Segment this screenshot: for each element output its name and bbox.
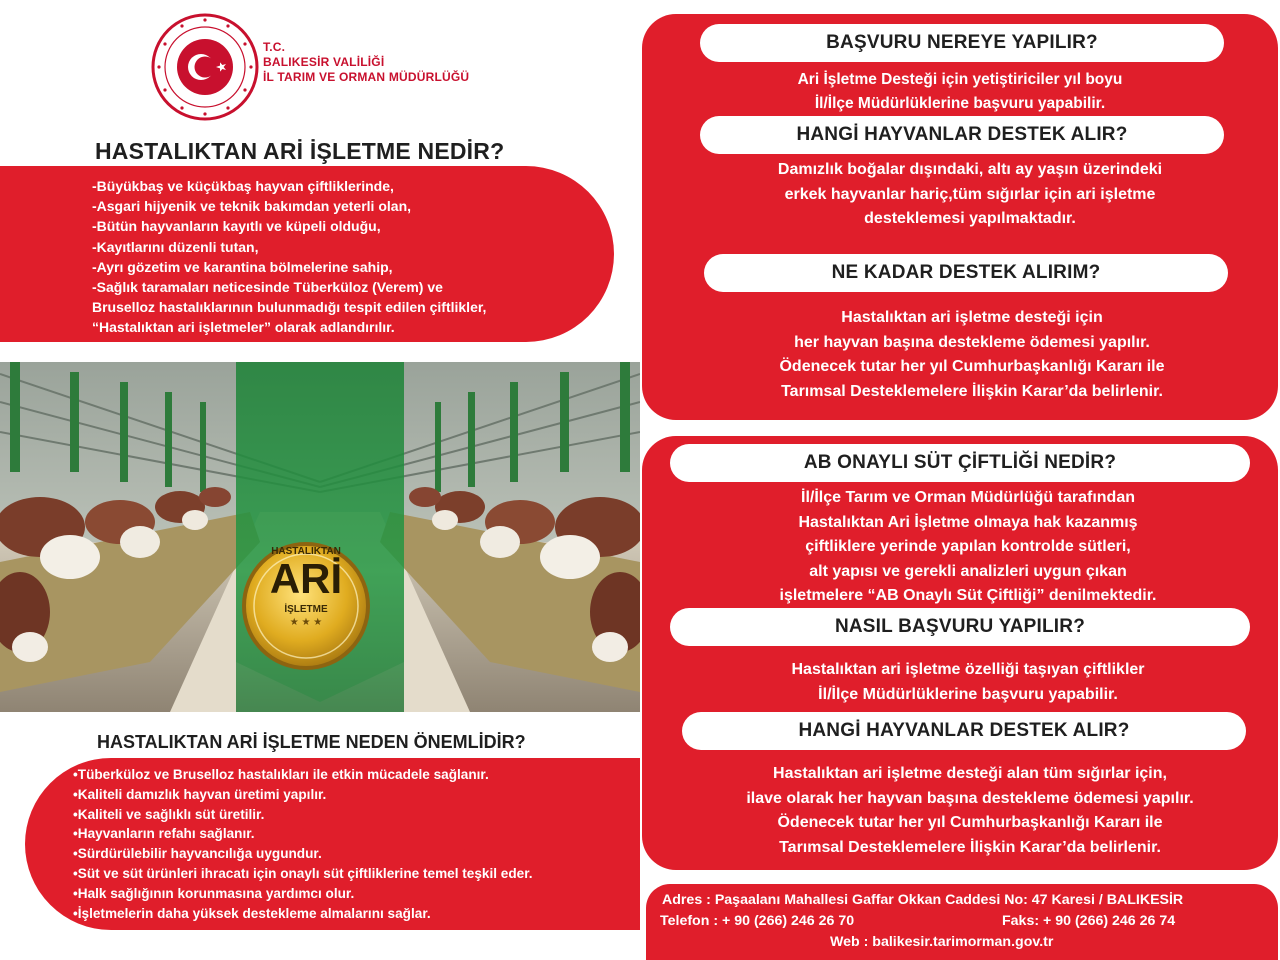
list-item: •İşletmelerin daha yüksek destekleme almalarını sağlar. xyxy=(73,905,431,921)
list-item: -Ayrı gözetim ve karantina bölmelerine sahip, xyxy=(92,258,393,275)
list-item: -Kayıtlarını düzenli tutan, xyxy=(92,238,259,255)
definition-panel xyxy=(0,166,614,342)
section-title-what-is: HASTALIKTAN ARİ İŞLETME NEDİR? xyxy=(95,138,505,164)
org-line-2: BALIKESİR VALİLİĞİ xyxy=(263,55,385,69)
contact-phone: Telefon : + 90 (266) 246 26 70 xyxy=(660,913,855,929)
answer-line: çiftliklere yerinde yapılan kontrolde sütleri, xyxy=(805,538,1131,555)
question-heading: NE KADAR DESTEK ALIRIM? xyxy=(704,254,1228,292)
answer-line: Damızlık boğalar dışındaki, altı ay yaşın üzerindeki xyxy=(777,161,1163,178)
support-info-box xyxy=(642,14,1278,420)
answer-line: İl/İlçe Tarım ve Orman Müdürlüğü tarafından xyxy=(801,489,1135,506)
answer-line: İl/İlçe Müdürlüklerine başvuru yapabilir. xyxy=(818,685,1118,703)
question-heading: NASIL BAŞVURU YAPILIR? xyxy=(670,608,1250,646)
answer-line: Tarımsal Desteklemelere İlişkin Karar’da belirlenir. xyxy=(781,382,1163,400)
contact-box xyxy=(646,884,1278,960)
org-line-1: T.C. xyxy=(263,40,286,54)
list-item: •Tüberküloz ve Bruselloz hastalıkları ile etkin mücadele sağlanır. xyxy=(73,767,489,782)
badge-main-text: ARİ xyxy=(269,555,343,602)
answer-text xyxy=(642,486,1280,609)
question-heading: AB ONAYLI SÜT ÇİFTLİĞİ NEDİR? xyxy=(670,444,1250,482)
list-item: -Asgari hijyenik ve teknik bakımdan yeterli olan, xyxy=(92,198,412,215)
answer-line: Tarımsal Desteklemelere İlişkin Karar’da belirlenir. xyxy=(779,838,1161,856)
answer-line: işletmelere “AB Onaylı Süt Çiftliği” denilmektedir. xyxy=(779,587,1157,604)
answer-line: Hastalıktan Ari İşletme olmaya hak kazanmış xyxy=(798,513,1138,531)
answer-text xyxy=(642,762,1280,860)
list-item: •Kaliteli damızlık hayvan üretimi yapılır. xyxy=(73,786,327,802)
answer-line: Hastalıktan ari işletme desteği için xyxy=(841,309,1103,326)
list-item: Bruselloz hastalıklarının bulunmadığı tespit edilen çiftlikler, xyxy=(92,299,487,316)
list-item: •Hayvanların refahı sağlanır. xyxy=(73,826,255,842)
org-line-3: İL TARIM VE ORMAN MÜDÜRLÜĞÜ xyxy=(263,70,470,84)
answer-text xyxy=(642,306,1280,404)
question-heading: HANGİ HAYVANLAR DESTEK ALIR? xyxy=(700,116,1224,154)
badge-stars-icon: ★ ★ ★ xyxy=(289,617,323,628)
answer-line: her hayvan başına destekleme ödemesi yapılır. xyxy=(794,333,1150,351)
barn-photo xyxy=(0,362,640,712)
importance-panel xyxy=(25,758,640,930)
list-item: -Sağlık taramaları neticesinde Tüberküloz (Verem) ve xyxy=(92,279,443,296)
badge-top-text: HASTALIKTAN xyxy=(271,546,341,557)
answer-line: alt yapısı ve gerekli analizleri uygun çıkan xyxy=(809,562,1127,580)
badge-bottom-text: İŞLETME xyxy=(284,604,328,615)
list-item: “Hastalıktan ari işletmeler” olarak adlandırılır. xyxy=(92,319,395,336)
answer-line: Ödenecek tutar her yıl Cumhurbaşkanlığı Kararı ile xyxy=(779,358,1165,375)
list-item: -Bütün hayvanların kayıtlı ve küpeli olduğu, xyxy=(92,218,381,235)
contact-web-link[interactable]: Web : balikesir.tarimorman.gov.tr xyxy=(830,934,1054,950)
question-heading: BAŞVURU NEREYE YAPILIR? xyxy=(700,24,1224,62)
answer-text xyxy=(642,158,1280,232)
contact-fax: Faks: + 90 (266) 246 26 74 xyxy=(1002,913,1176,929)
answer-line: Hastalıktan ari işletme özelliği taşıyan çiftlikler xyxy=(791,661,1145,678)
list-item: -Büyükbaş ve küçükbaş hayvan çiftliklerinde, xyxy=(92,178,394,194)
list-item: •Süt ve süt ürünleri ihracatı için onaylı süt çiftliklerine temel teşkil eder. xyxy=(73,865,533,881)
list-item: •Sürdürülebilir hayvancılığa uygundur. xyxy=(73,846,322,862)
list-item: •Halk sağlığının korunmasına yardımcı olur. xyxy=(73,885,355,901)
answer-text xyxy=(642,658,1280,707)
answer-line: erkek hayvanlar hariç,tüm sığırlar için ari işletme xyxy=(784,185,1156,203)
answer-line: Ödenecek tutar her yıl Cumhurbaşkanlığı Kararı ile xyxy=(777,814,1163,831)
answer-line: Ari İşletme Desteği için yetiştiriciler yıl boyu xyxy=(797,71,1123,88)
ministry-logo xyxy=(150,12,260,122)
answer-line: İl/İlçe Müdürlüklerine başvuru yapabilir. xyxy=(814,94,1106,112)
question-heading: HANGİ HAYVANLAR DESTEK ALIR? xyxy=(682,712,1246,750)
organization-name xyxy=(263,40,469,85)
answer-line: ilave olarak her hayvan başına destekleme ödemesi yapılır. xyxy=(746,789,1194,807)
answer-line: Hastalıktan ari işletme desteği alan tüm sığırlar için, xyxy=(773,765,1167,782)
list-item: •Kaliteli ve sağlıklı süt üretilir. xyxy=(73,806,265,822)
section-title-why-important: HASTALIKTAN ARİ İŞLETME NEDEN ÖNEMLİDİR? xyxy=(97,732,526,752)
answer-line: desteklemesi yapılmaktadır. xyxy=(864,210,1076,227)
answer-text xyxy=(642,68,1278,115)
contact-address: Adres : Paşaalanı Mahallesi Gaffar Okkan Caddesi No: 47 Karesi / BALIKESİR xyxy=(662,892,1184,908)
eu-approval-box xyxy=(642,436,1278,870)
